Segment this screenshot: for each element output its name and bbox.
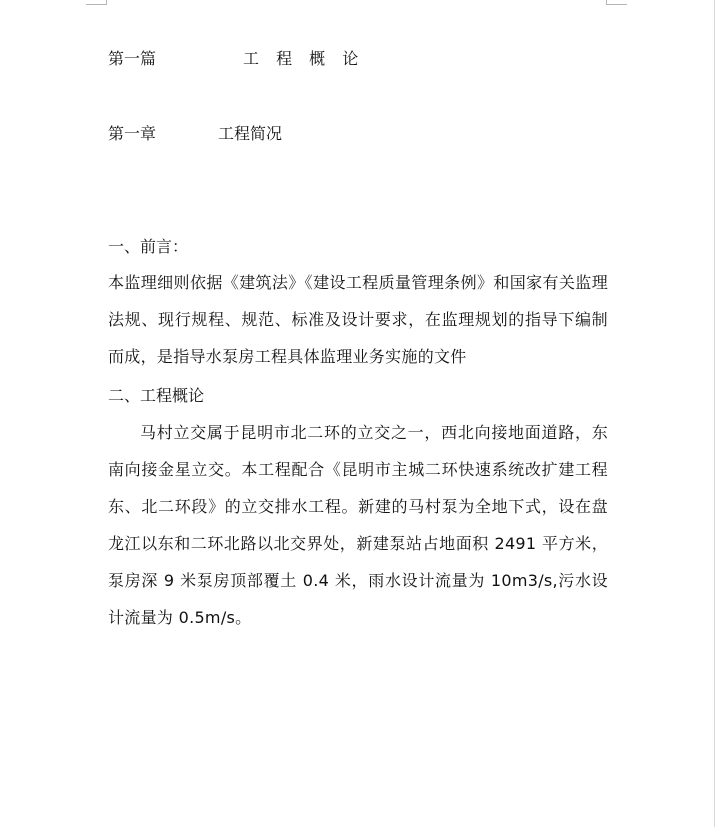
section-heading-preface: 一、前言： xyxy=(108,237,189,256)
part-label: 第一篇 xyxy=(108,49,157,68)
crop-mark-right xyxy=(606,0,627,5)
chapter-title: 工程简况 xyxy=(218,124,283,143)
overview-paragraph: 马村立交属于昆明市北二环的立交之一，西北向接地面道路，东南向接金星立交。本工程配合《昆明市主城二环快速系统改扩建工程东、北二环段》的立交排水工程。新建的马村泵为全地下式，设在盘龙江以东和二环北路以北交界处，新建泵站占地面积 2491 平方米，泵房深 9 米泵房顶部覆土 0.4 米，雨水设计流量为 10m3/s,污水设计流量为 0.5m/s。 xyxy=(108,423,608,627)
crop-mark-left xyxy=(86,0,107,5)
part-title: 工 程 概 论 xyxy=(243,49,365,68)
chapter-label: 第一章 xyxy=(108,124,157,143)
preface-paragraph: 本监理细则依据《建筑法》《建设工程质量管理条例》和国家有关监理法规、现行规程、规范、标准及设计要求，在监理规划的指导下编制而成，是指导水泵房工程具体监理业务实施的文件 xyxy=(108,273,608,366)
section-heading-overview: 二、工程概论 xyxy=(108,386,205,405)
